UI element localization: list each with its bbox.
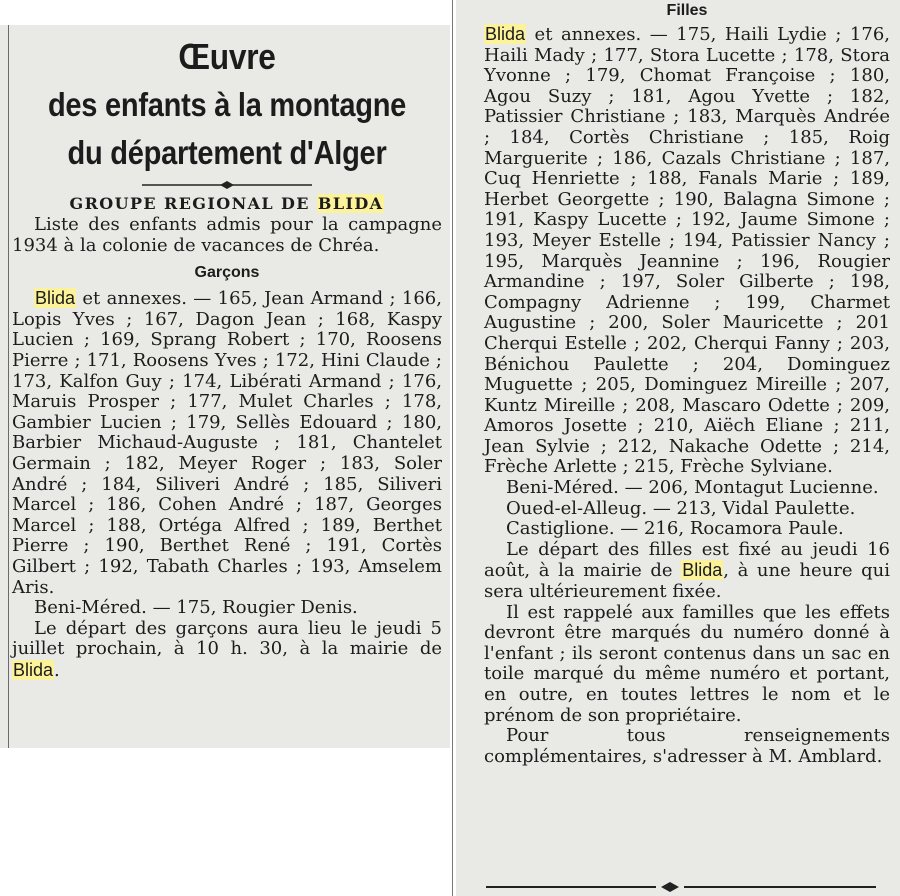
footer-ornament-icon: [456, 882, 900, 892]
column-divider: [452, 0, 453, 896]
contact-paragraph: Pour tous renseignements complémentaires, s'adresser à M. Amblard.: [484, 725, 890, 767]
girls-departure-text: Le départ des filles est fixé au jeudi 16 août, à la mairie de: [484, 538, 890, 582]
title-line: Œuvre: [178, 36, 276, 77]
group-place-highlight: BLIDA: [317, 194, 384, 213]
group-prefix: GROUPE REGIONAL DE: [69, 194, 310, 213]
intro-paragraph: Liste des enfants admis pour la campagne 1934 à la colonie de vacances de Chréa.: [12, 214, 442, 256]
article-title: [38, 33, 416, 177]
girls-castiglione: Castiglione. — 216, Rocamora Paule.: [506, 518, 844, 540]
group-heading: [12, 193, 442, 215]
boys-departure-end: .: [54, 659, 60, 681]
boys-list-text: et annexes. — 165, Jean Armand ; 166, Lopis Yves ; 167, Dagon Jean ; 168, Kaspy Lucien ; 169, Sprang Robert ; 170, Roosens Pierre ; 171, Roosens Yves ; 172, Hini Claude ; 173, Kalfon Guy ; 174, Libérati Armand ; 176, Maruis Prosper ; 177, Mulet Charles ; 178, Gambier Lucien ; 179, Sellès Edouard ; 180, Barbier Michaud-Auguste ; 181, Chantelet Germain ; 182, Meyer Roger ; 183, Soler André ; 184, Siliveri André ; 185, Siliveri Marcel ; 186, Cohen André ; 187, Georges Marcel ; 188, Ortéga Alfred ; 189, Berthet Pierre ; 190, Berthet René ; 191, Cortès Gilbert ; 192, Tabath Charles ; 193, Amselem Aris.: [12, 288, 442, 598]
girls-departure-paragraph: [484, 540, 890, 603]
girls-blida-paragraph: [484, 24, 890, 478]
blida-highlight: Blida: [13, 659, 54, 680]
right-column: [456, 0, 900, 896]
reminder-paragraph: Il est rappelé aux familles que les effets devront être marqués du numéro donné à l'enfant ; ils seront contenus dans un sac en toile marqué du même numéro et portant, en outre, en toutes lettres le nom et le prénom de son propriétaire.: [484, 601, 890, 726]
left-column: [0, 25, 450, 748]
girls-departure-end: , à une heure qui sera ultérieurement fixée.: [484, 560, 890, 603]
girls-heading: Filles: [666, 2, 708, 19]
blida-highlight: Blida: [682, 560, 723, 581]
title-line: du département d'Alger: [67, 134, 387, 171]
title-line: des enfants à la montagne: [47, 86, 407, 123]
blida-highlight: Blida: [485, 24, 526, 44]
girls-list-text: et annexes. — 175, Haili Lydie ; 176, Haili Mady ; 177, Stora Lucette ; 178, Stora Yvonne ; 179, Chomat Françoise ; 180, Agou Suzy ; 181, Agou Yvette ; 182, Patissier Christiane ; 183, Marquès Andrée ; 184, Cortès Christiane ; 185, Roig Marguerite ; 186, Cazals Christiane ; 187, Cuq Henriette ; 188, Fanals Marie ; 189, Herbet Georgette ; 190, Balagna Simone ; 191, Kaspy Lucette ; 192, Jaume Simone ; 193, Meyer Estelle ; 194, Patissier Nancy ; 195, Marquès Jeannine ; 196, Rougier Armandine ; 197, Soler Gilberte ; 198, Compagny Adrienne ; 199, Charmet Augustine ; 200, Soler Mauricette ; 201 Cherqui Estelle ; 202, Cherqui Fanny ; 203, Bénichou Paulette ; 204, Dominguez Muguette ; 205, Dominguez Mireille ; 207, Kuntz Mireille ; 208, Mascaro Odette ; 209, Amoros Josette ; 210, Aiëch Eliane ; 211, Jean Sylvie ; 212, Nakache Odette ; 214, Frèche Arlette ; 215, Frèche Sylviane.: [484, 24, 890, 478]
boys-blida-paragraph: [12, 288, 442, 598]
ornament-divider-icon: [142, 181, 312, 189]
blida-highlight: Blida: [35, 288, 76, 309]
boys-heading: Garçons: [194, 264, 260, 282]
left-border-rule: [8, 25, 9, 748]
boys-departure-paragraph: [12, 619, 442, 682]
girls-beni-mered: Beni-Méred. — 206, Montagut Lucienne.: [506, 477, 879, 499]
girls-oued-el-alleug: Oued-el-Alleug. — 213, Vidal Paulette.: [506, 497, 856, 519]
boys-beni-mered: Beni-Méred. — 175, Rougier Denis.: [34, 597, 358, 619]
boys-departure-text: Le départ des garçons aura lieu le jeudi 5 juillet prochain, à 10 h. 30, à la mairie de: [12, 617, 442, 660]
